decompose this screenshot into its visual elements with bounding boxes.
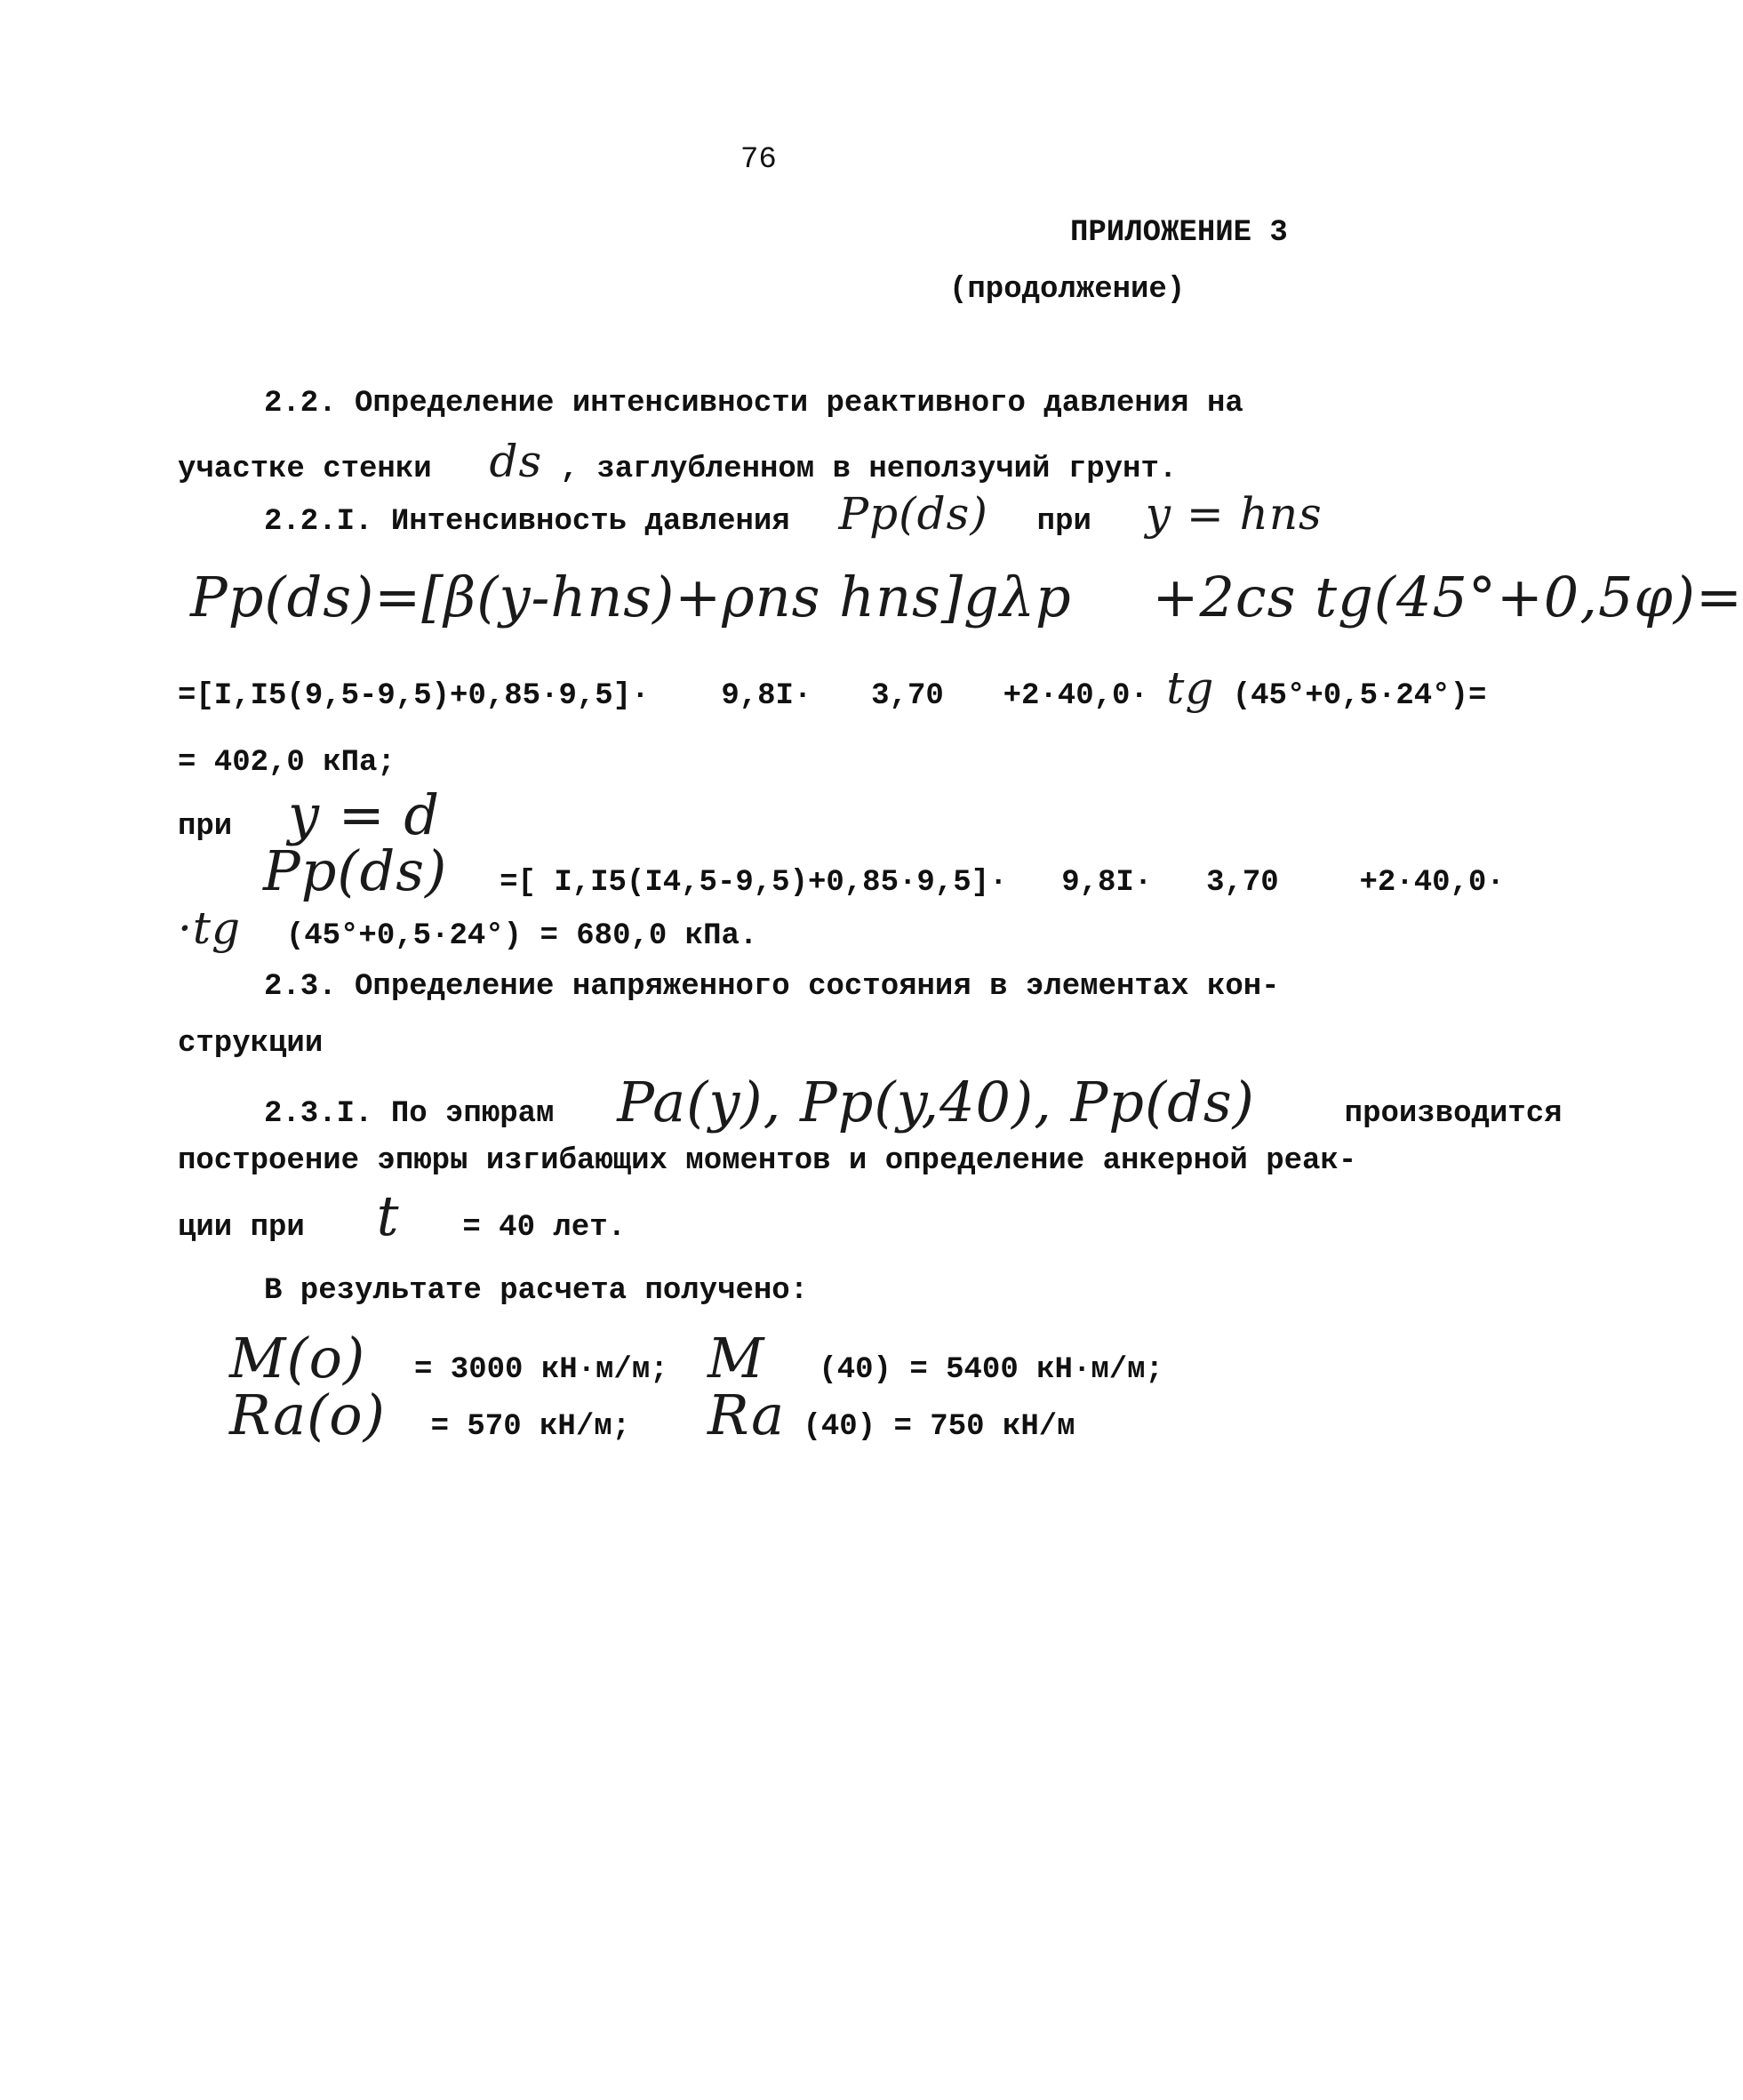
formula2-num-a: =[ I,I5(I4,5-9,5)+0,85·9,5]·	[500, 866, 1008, 900]
formula-num-a: =[I,I5(9,5-9,5)+0,85·9,5]·	[178, 679, 650, 713]
handwritten-ra0: Ra(o)	[229, 1383, 386, 1447]
section-2-2-line1: 2.2. Определение интенсивности реактивного давления на	[264, 387, 1243, 421]
formula-num-d: +2·40,0·	[1003, 679, 1148, 713]
handwritten-ds: ds	[489, 436, 543, 487]
formula-num-c: 3,70	[871, 679, 944, 713]
page-number: 76	[740, 143, 777, 177]
results-intro: В результате расчета получено:	[264, 1274, 809, 1308]
result-ra0-value: = 570 кН/м;	[430, 1410, 631, 1444]
result-m40-value: (40) = 5400 кН·м/м;	[819, 1353, 1163, 1387]
handwritten-m40: M	[708, 1326, 765, 1391]
section-2-2-line2-b: , заглубленном в неползучий грунт.	[560, 453, 1178, 486]
formula-numeric-1	[178, 662, 1487, 716]
formula-handwritten	[190, 565, 1743, 629]
formula-num-e: (45°+0,5·24°)=	[1232, 679, 1487, 713]
formula2-num-d: +2·40,0·	[1359, 866, 1505, 900]
result-m0-value: = 3000 кН·м/м;	[414, 1353, 668, 1387]
appendix-title: ПРИЛОЖЕНИЕ 3	[1070, 216, 1288, 250]
result-ra0	[229, 1383, 631, 1447]
formula-result-2	[178, 902, 758, 956]
section-2-3-1-line1	[264, 1070, 1563, 1134]
section-2-3-1-label: 2.3.I. По эпюрам	[264, 1097, 555, 1131]
formula-tail: +2cs tg(45°+0,5φ)=	[1152, 565, 1743, 629]
formula2-num-b: 9,8I·	[1061, 866, 1153, 900]
formula-result-1: = 402,0 кПа;	[178, 746, 396, 780]
section-2-3-1-tail: производится	[1344, 1097, 1563, 1131]
section-2-2-1-label: 2.2.I. Интенсивность давления	[264, 505, 790, 539]
handwritten-m0: M(o)	[229, 1326, 366, 1391]
handwritten-ra40: Ra	[708, 1383, 786, 1447]
section-2-3-1-line2: построение эпюры изгибающих моментов и определение анкерной реак-	[178, 1144, 1357, 1178]
formula2-num-c: 3,70	[1206, 866, 1279, 900]
handwritten-condition-y-hns: y = hns	[1145, 488, 1323, 540]
handwritten-tg-2: ·tg	[178, 902, 241, 954]
section-2-3-line2: струкции	[178, 1027, 324, 1061]
section-2-2-line2-a: участке стенки	[178, 453, 432, 486]
appendix-continued: (продолжение)	[949, 273, 1186, 307]
handwritten-pp-ds: Pp(ds)	[838, 488, 988, 540]
handwritten-tg-1: tg	[1166, 662, 1215, 714]
condition-at: при	[178, 810, 233, 844]
handwritten-condition-y-d: y = d	[288, 782, 441, 847]
formula-main: Pp(ds)=[β(y-hns)+ρns hns]gλp	[190, 565, 1072, 629]
section-2-2-1	[264, 488, 1323, 541]
formula-num-b: 9,8I·	[721, 679, 812, 713]
section-2-2-1-at: при	[1036, 505, 1091, 539]
section-2-2-line2	[178, 436, 1178, 489]
section-2-3-line1: 2.3. Определение напряженного состояния в элементах кон-	[264, 970, 1280, 1004]
section-2-3-1-line3	[178, 1183, 627, 1248]
section-2-3-1-line3-b: = 40 лет.	[462, 1211, 627, 1245]
formula-numeric-2	[263, 838, 1505, 903]
result-ra40	[708, 1383, 1075, 1447]
section-2-3-1-line3-a: ции при	[178, 1211, 305, 1245]
handwritten-epure-functions: Pa(y), Pp(y,40), Pp(ds)	[617, 1070, 1255, 1134]
result-ra40-value: (40) = 750 кН/м	[803, 1410, 1075, 1444]
formula2-num-e: (45°+0,5·24°) = 680,0 кПа.	[285, 919, 758, 953]
handwritten-pp-ds-2: Pp(ds)	[263, 838, 448, 903]
handwritten-t: t	[376, 1183, 400, 1248]
